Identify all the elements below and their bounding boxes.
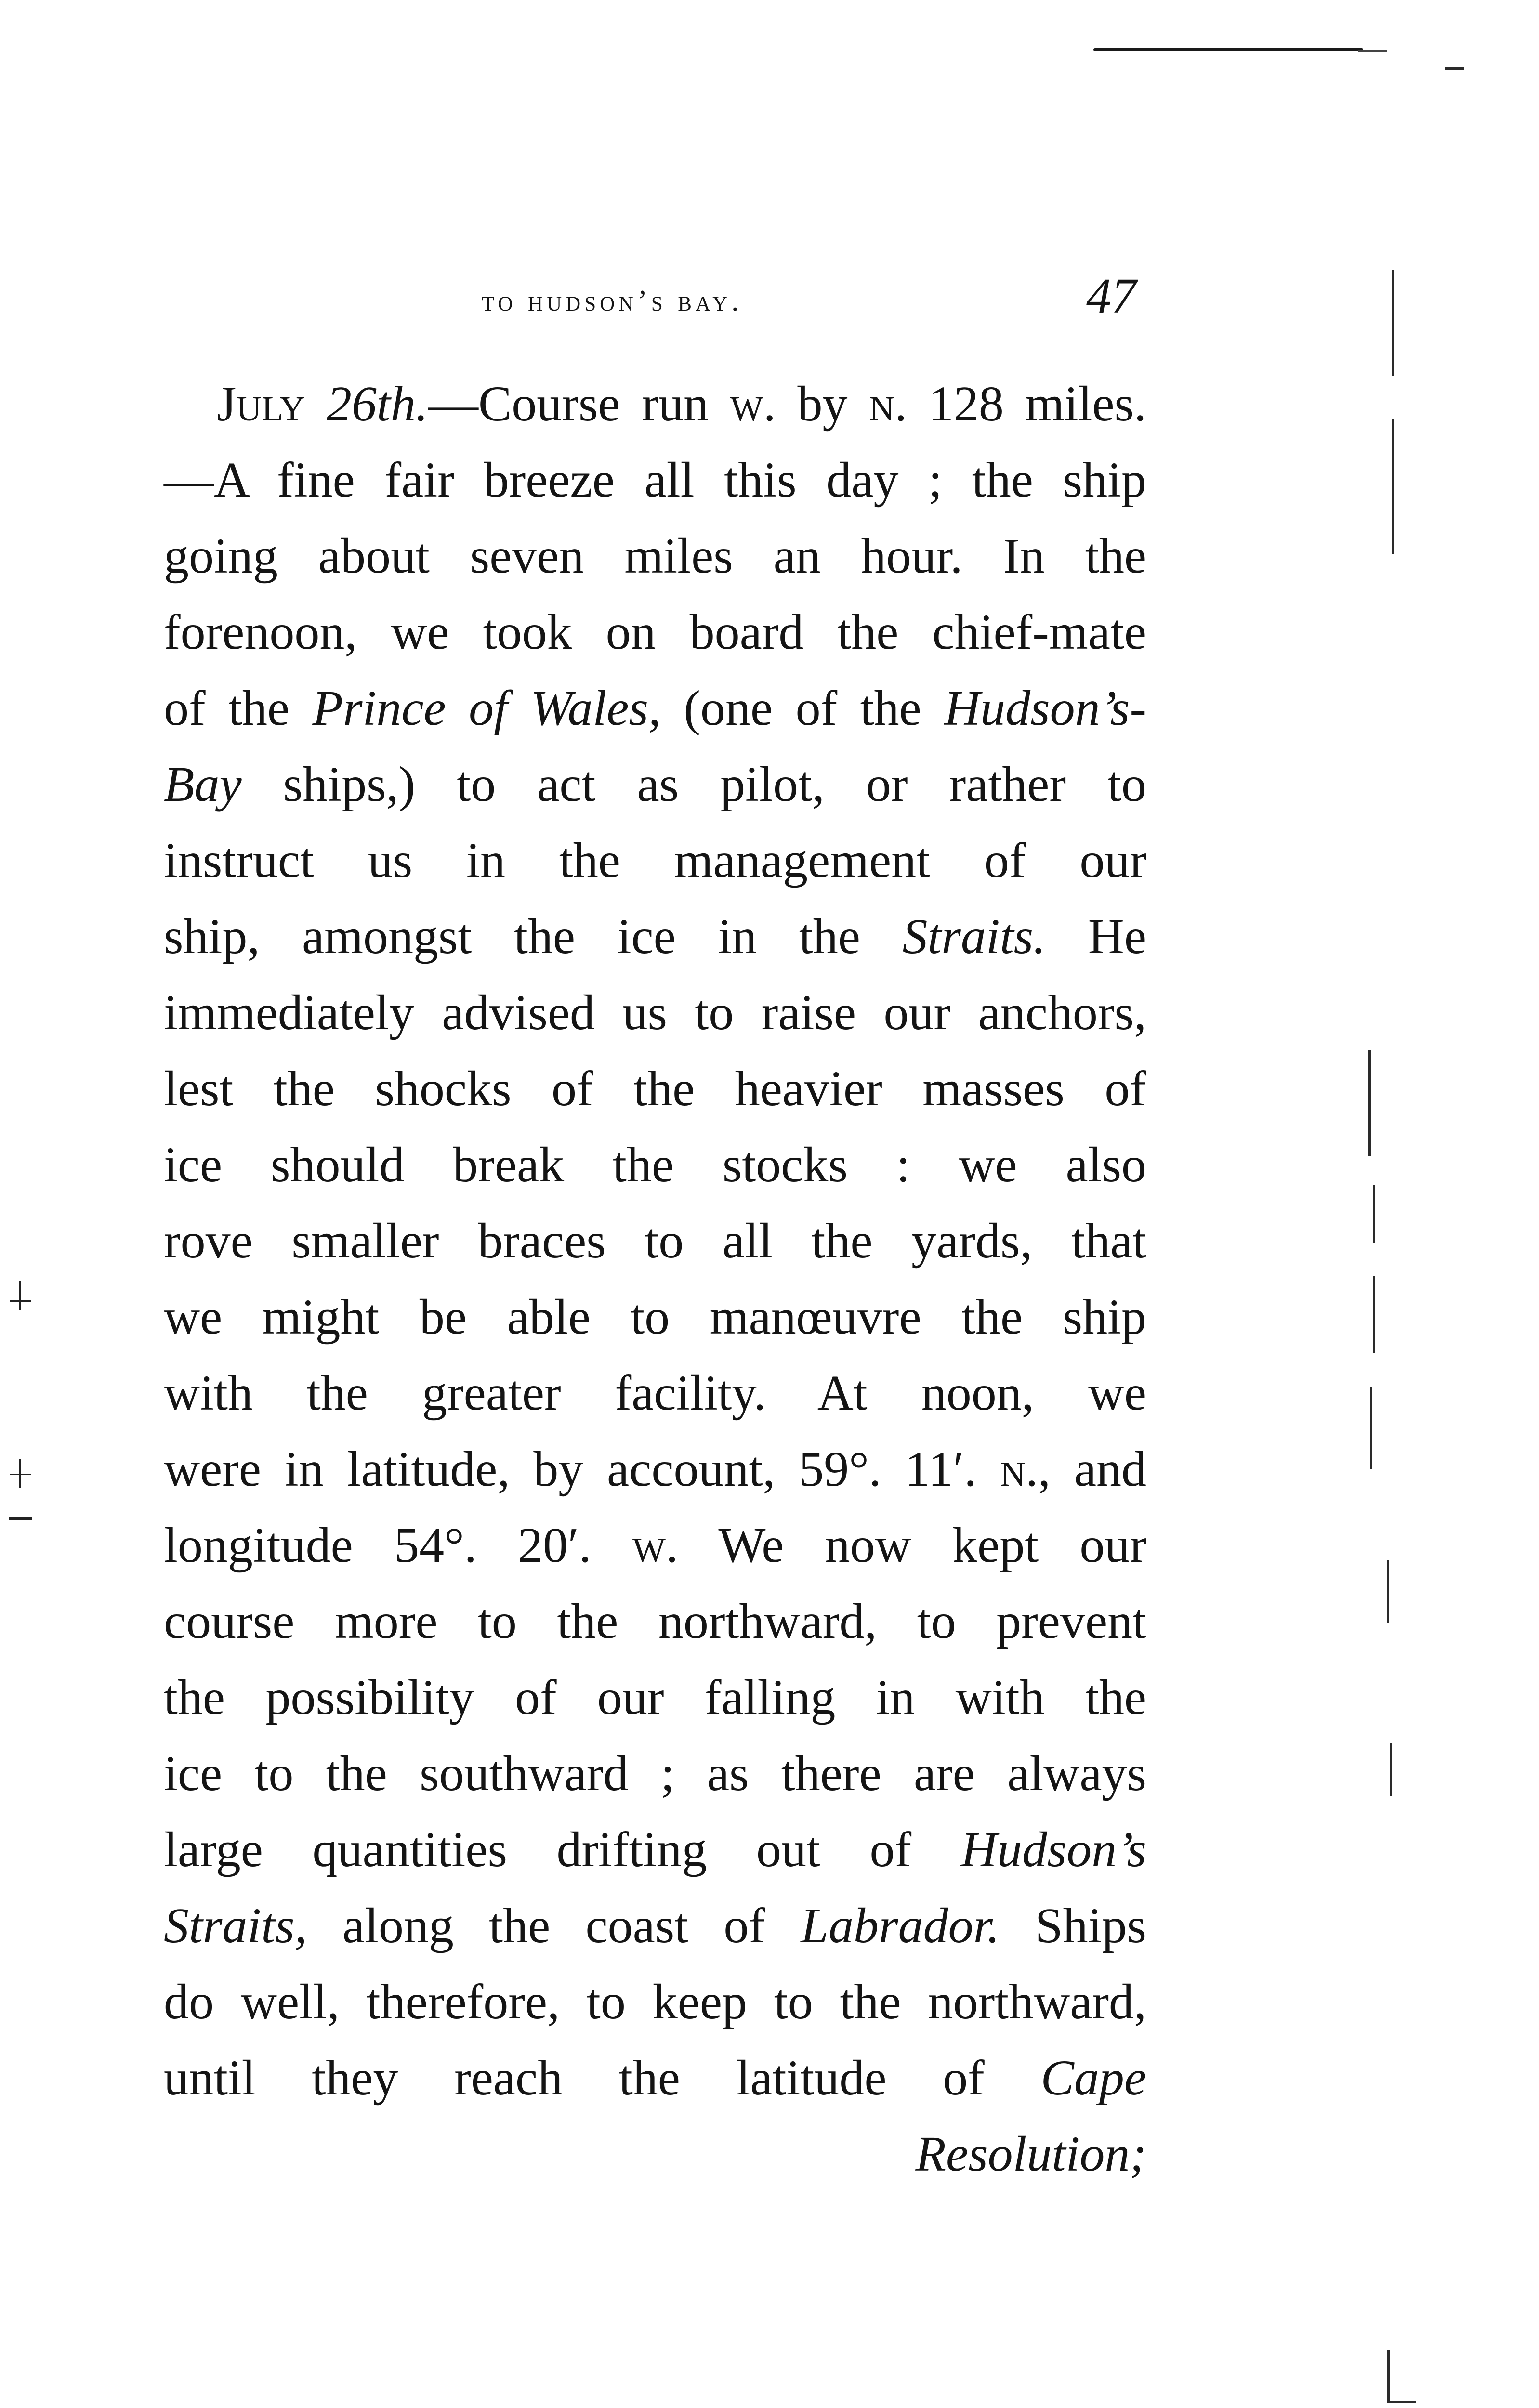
text-run: ice should break the stocks : we also [164, 1137, 1146, 1192]
text-run: course more to the northward, to prevent [164, 1594, 1146, 1649]
text-line [164, 1507, 1146, 1584]
text-run: J [217, 376, 237, 432]
scan-edge-mark [1392, 270, 1394, 376]
text-run: Hudson’s- [944, 681, 1146, 736]
text-run: by [776, 376, 869, 432]
page-number: 47 [1086, 268, 1136, 324]
text-run: instruct us in the management of our [164, 833, 1146, 888]
text-run: 26th. [327, 376, 428, 432]
text-line [164, 1888, 1146, 1964]
text-run: ice to the southward ; as there are always [164, 1746, 1146, 1801]
text-line [164, 518, 1146, 594]
scan-edge-mark [1387, 2350, 1390, 2403]
text-line [164, 1203, 1146, 1279]
top-rule-tail [1358, 50, 1387, 52]
text-line [164, 670, 1146, 746]
text-line [164, 975, 1146, 1051]
text-run: w. [632, 1518, 678, 1573]
text-run: Cape [1040, 2050, 1146, 2106]
text-run: Bay [164, 757, 242, 812]
text-run: , and [1038, 1441, 1146, 1497]
text-run: going about seven miles an hour. In the [164, 528, 1146, 584]
text-line [164, 1355, 1146, 1431]
text-run: n. [1000, 1441, 1039, 1497]
text-run: 128 miles. [907, 376, 1147, 432]
text-run: forenoon, we took on board the chief-mate [164, 604, 1146, 660]
text-run: Labrador. [801, 1898, 1000, 1953]
text-run: w. [730, 376, 776, 432]
text-line [164, 442, 1146, 518]
text-run: rove smaller braces to all the yards, that [164, 1213, 1146, 1269]
text-run: Prince of Wales, [312, 681, 661, 736]
text-run: Straits. [902, 909, 1046, 964]
text-run: lest the shocks of the heavier masses of [164, 1061, 1146, 1116]
text-run: we might be able to manœuvre the ship [164, 1289, 1146, 1345]
body-text [164, 366, 1146, 2192]
margin-mark [19, 1281, 21, 1310]
text-run: uly [236, 376, 305, 432]
text-run: (one of the [661, 681, 945, 736]
scan-edge-mark [1368, 1050, 1371, 1156]
running-head: to hudson’s bay. [482, 285, 743, 317]
text-run: do well, therefore, to keep to the northward, [164, 1974, 1146, 2029]
text-run: ships,) to act as pilot, or rather to [241, 757, 1146, 812]
margin-mark [19, 1459, 21, 1488]
text-run: Straits, [164, 1898, 307, 1953]
text-line [164, 1279, 1146, 1355]
text-run: immediately advised us to raise our anchors, [164, 985, 1146, 1040]
scan-edge-mark [1373, 1276, 1375, 1353]
scan-edge-mark [1392, 419, 1394, 554]
text-line [164, 899, 1146, 975]
text-line [164, 823, 1146, 899]
scan-edge-mark [1370, 1387, 1372, 1469]
text-line [164, 366, 1146, 442]
catchword: Resolution; [915, 2126, 1146, 2182]
text-line [164, 1584, 1146, 1660]
scan-edge-mark [1387, 2401, 1416, 2403]
text-run: We now kept our [678, 1518, 1147, 1573]
text-run: the possibility of our falling in with the [164, 1670, 1146, 1725]
text-run: longitude 54°. 20′. [164, 1518, 633, 1573]
text-line [164, 1660, 1146, 1736]
margin-mark [9, 1517, 32, 1520]
text-line [164, 746, 1146, 823]
top-rule [1093, 48, 1363, 51]
text-run: —A fine fair breeze all this day ; the ship [164, 452, 1146, 508]
scan-edge-mark [1445, 67, 1464, 70]
text-run: Ships [1000, 1898, 1146, 1953]
text-run: He [1046, 909, 1147, 964]
text-run: with the greater facility. At noon, we [164, 1365, 1146, 1421]
text-line [164, 1812, 1146, 1888]
text-run: Hudson’s [960, 1822, 1146, 1877]
scan-edge-mark [1390, 1743, 1392, 1796]
scan-edge-mark [1373, 1185, 1375, 1243]
text-line [164, 1051, 1146, 1127]
text-run: —Course run [428, 376, 730, 432]
text-line [164, 1127, 1146, 1203]
text-run: of the [164, 681, 313, 736]
text-line [164, 1736, 1146, 1812]
scan-edge-mark [1387, 1560, 1389, 1623]
text-line [164, 1431, 1146, 1507]
text-run [305, 376, 327, 432]
text-run: were in latitude, by account, 59°. 11′. [164, 1441, 1000, 1497]
text-run: until they reach the latitude of [164, 2050, 1041, 2106]
text-run: ship, amongst the ice in the [164, 909, 903, 964]
text-run: large quantities drifting out of [164, 1822, 961, 1877]
text-run: n. [869, 376, 908, 432]
text-line [164, 2040, 1146, 2116]
text-run: along the coast of [307, 1898, 801, 1953]
text-line [164, 1964, 1146, 2040]
text-line [164, 594, 1146, 670]
